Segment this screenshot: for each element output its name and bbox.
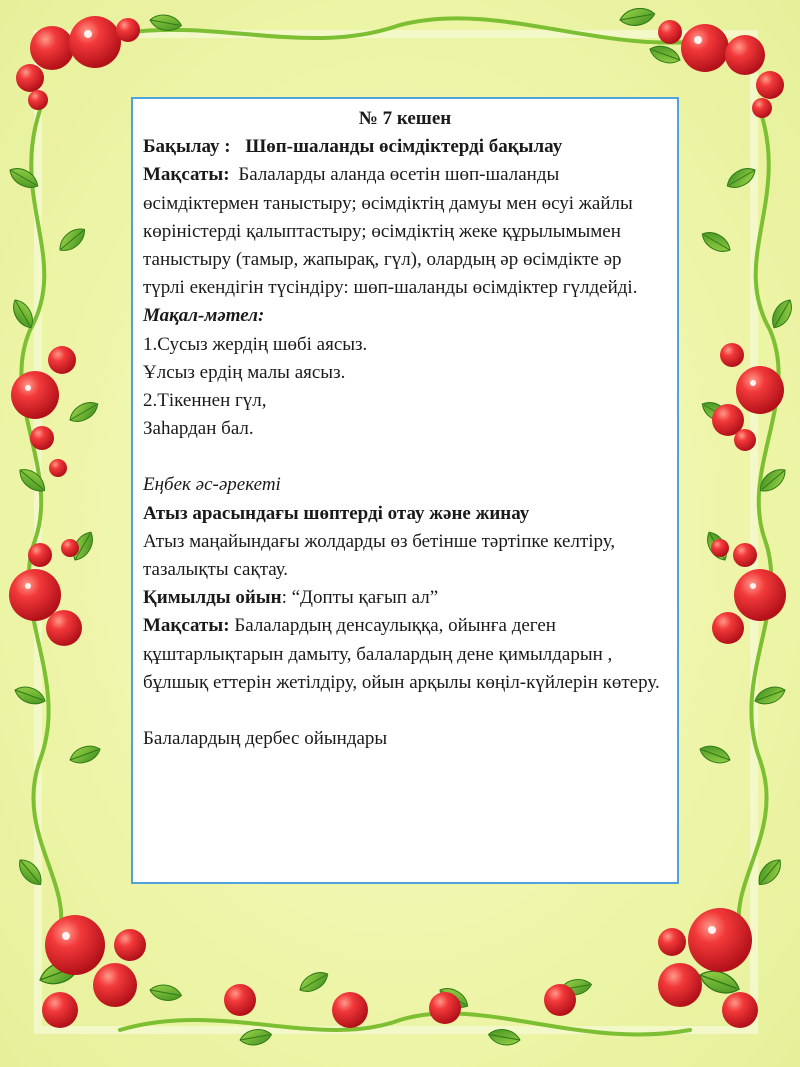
- proverbs-label: Мақал-мәтел:: [143, 305, 265, 327]
- goal-text: Балаларды аланда өсетін шөп-шаланды өсімдіктермен таныстыру; өсімдіктің дамуы мен өсуі жайлы көріністерді қалыптастыру; өсімдіктің жеке құрылымымен таныстыру (тамыр, жапырақ, гүл), олардың әр өсімдікте әр түрлі екендігін түсіндіру: шөп-шаланды өсімдіктер гүлдейді.: [143, 164, 638, 299]
- game-goal-text: Балалардың денсаулыққа, ойынға деген құштарлықтарын дамыту, балалардың дене қимылдарын , бұлшық еттерін жетілдіру, ойын арқылы көңіл-күйлерін көтеру.: [143, 615, 660, 693]
- proverb-line: Ұлсыз ердің малы аясыз.: [143, 361, 346, 383]
- game-row: [143, 584, 667, 612]
- game-label: Қимылды ойын: [143, 587, 282, 609]
- spacer: [143, 697, 667, 725]
- game-goal-label: Мақсаты:: [143, 615, 230, 637]
- proverb-line: 2.Тікеннен гүл,: [143, 390, 267, 412]
- spacer: [143, 443, 667, 471]
- labor-text: Атыз маңайындағы жолдарды өз бетінше тәртіпке келтіру, тазалықты сақтау.: [143, 530, 616, 581]
- goal-paragraph: [143, 161, 667, 302]
- game-text: : “Допты қағып ал”: [281, 587, 439, 609]
- proverb-line: Заһардан бал.: [143, 418, 254, 440]
- proverb-line: 1.Сусыз жердің шөбі аясыз.: [143, 333, 368, 355]
- observation-label: Бақылау :: [143, 136, 231, 158]
- free-play-text: Балалардың дербес ойындары: [143, 728, 388, 750]
- observation-text: Шөп-шаланды өсімдіктерді бақылау: [245, 136, 563, 158]
- labor-title: Атыз арасындағы шөптерді отау және жинау: [143, 502, 530, 524]
- goal-label: Мақсаты:: [143, 164, 230, 186]
- game-goal-paragraph: [143, 612, 667, 697]
- page-title: № 7 кешен: [358, 108, 452, 129]
- labor-heading: Еңбек әс-әрекеті: [143, 474, 281, 496]
- observation-row: [143, 133, 667, 161]
- lesson-plan-card: [131, 97, 679, 884]
